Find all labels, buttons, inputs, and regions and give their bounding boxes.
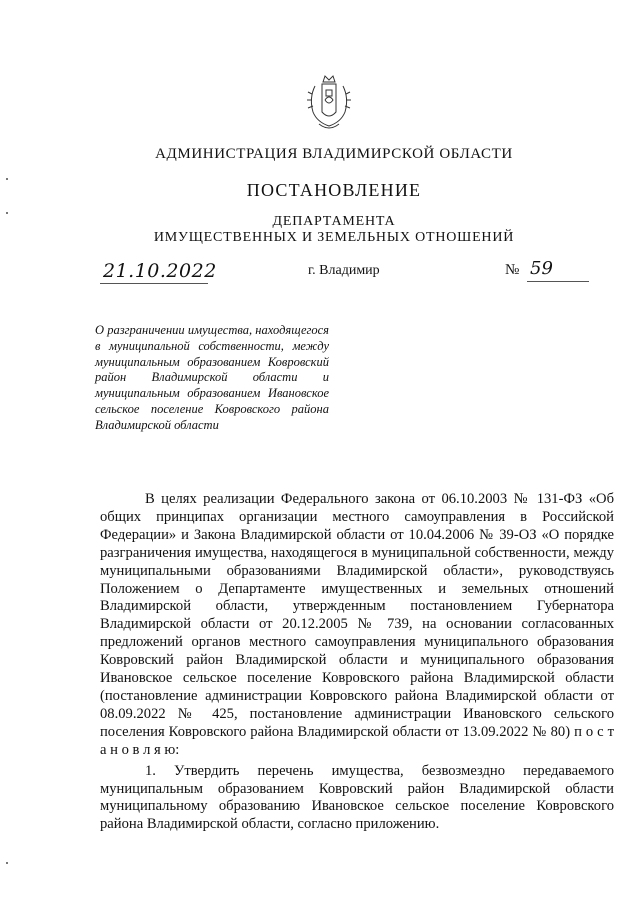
coat-of-arms-icon <box>305 72 353 134</box>
body-paragraph-item-1: 1. Утвердить перечень имущества, безвозмездно передаваемого муниципальным образованием Ковровский район Владимирской области муниципальному образованию Ивановское сельское поселение Ковровского района Владимирской области, согласно приложению. <box>100 762 614 833</box>
department-line-2: ИМУЩЕСТВЕННЫХ И ЗЕМЕЛЬНЫХ ОТНОШЕНИЙ <box>153 230 515 245</box>
document-city: г. Владимир <box>308 263 380 278</box>
number-label: № <box>505 262 520 278</box>
organization-title: АДМИНИСТРАЦИЯ ВЛАДИМИРСКОЙ ОБЛАСТИ <box>155 146 513 162</box>
margin-mark <box>6 862 8 864</box>
margin-mark <box>6 178 8 180</box>
document-body <box>100 491 614 834</box>
department-line-1: ДЕПАРТАМЕНТА <box>272 214 396 229</box>
document-subject: О разграничении имущества, находящегося в муниципальной собственности, между муниципальным образованием Ковровский район Владимирской области и муниципальным образованием Ивановское сельское поселение Ковровского района Владимирской области <box>95 323 329 432</box>
department-title <box>0 214 640 246</box>
document-date: 21.10.2022 <box>103 260 217 282</box>
body-paragraph-preamble: В целях реализации Федерального закона от 06.10.2003 № 131-ФЗ «Об общих принципах организации местного самоуправления в Российской Федерации» и Закона Владимирской области от 10.04.2006 № 39-ОЗ «О порядке разграничения имущества, находящегося в муниципальной собственности, между муниципальными образованиями Владимирской области», руководствуясь Положением о Департаменте имущественных и земельных отношений Владимирской области, утвержденным постановлением Губернатора Владимирской области от 20.12.2005 № 739, на основании согласованных предложений органов местного самоуправления муниципального образования Ковровский район Владимирской области и муниципального образования Ивановское сельское поселение Ковровского района Владимирской области (постановление администрации Ковровского района Владимирской области от 08.09.2022 № 425, постановление администрации Ивановского сельского поселения Ковровского района Владимирской области от 13.09.2022 № 80) п о с т а н о в л я ю: <box>100 491 614 758</box>
date-underline <box>100 283 208 284</box>
margin-mark <box>6 212 8 214</box>
document-type-title: ПОСТАНОВЛЕНИЕ <box>246 180 422 200</box>
number-underline <box>527 281 589 282</box>
document-number: 59 <box>530 258 553 279</box>
